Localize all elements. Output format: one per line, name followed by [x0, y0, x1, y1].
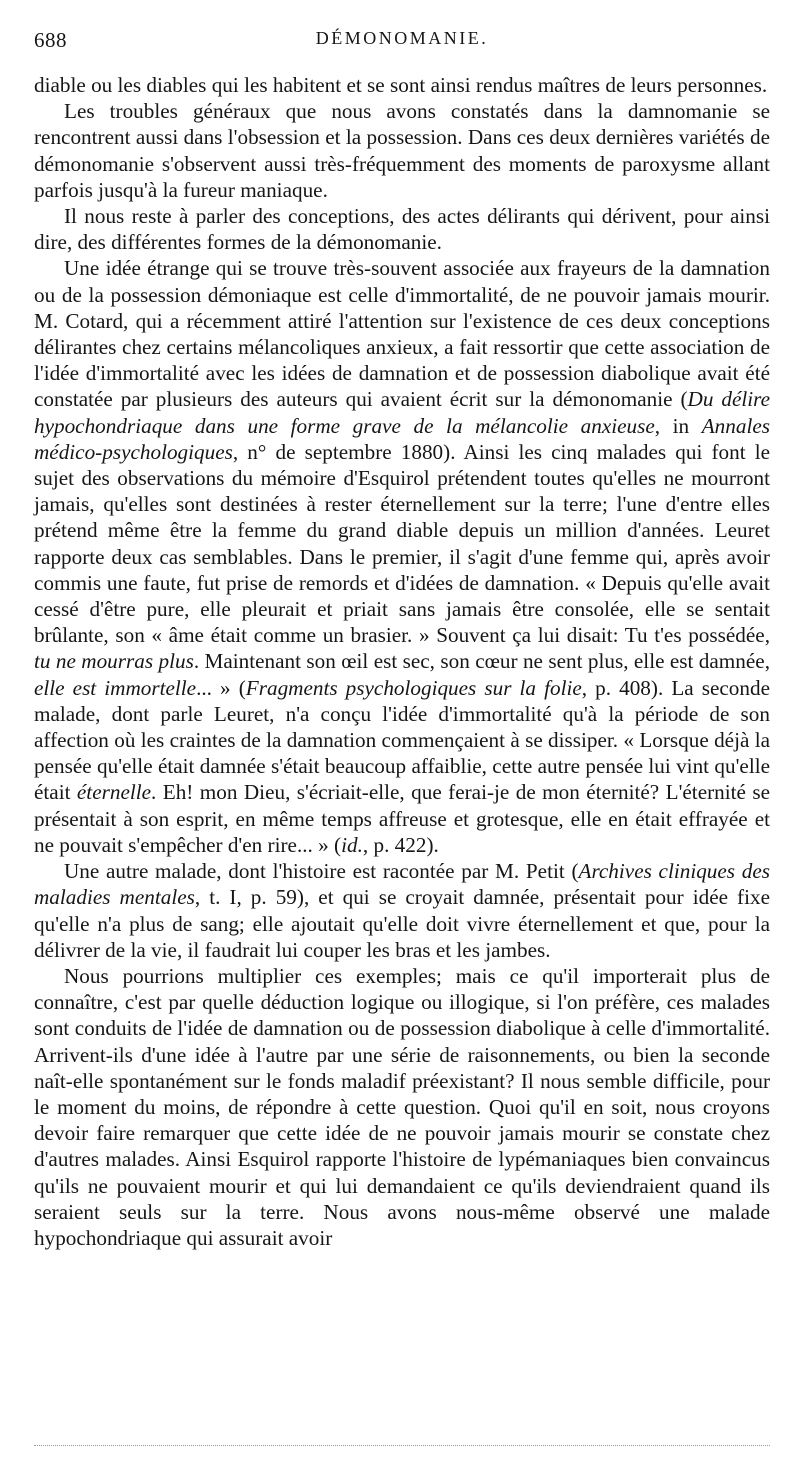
- text-run: Les troubles généraux que nous avons constatés dans la damnomanie se rencontrent aussi dans l'obsession et la possession. Dans ces deux dernières variétés de démonomanie s'observent aussi très-fréquemment des moments de paroxysme allant parfois jusqu'à la fureur maniaque.: [34, 99, 770, 202]
- text-run: . Maintenant son œil est sec, son cœur ne sent plus, elle est damnée,: [193, 649, 770, 674]
- page-number: 688: [34, 28, 67, 52]
- paragraph: [34, 98, 770, 203]
- text-run: diable ou les diables qui les habitent et se sont ainsi rendus maîtres de leurs personnes.: [34, 73, 768, 97]
- text-run: ... » (: [196, 675, 246, 700]
- italic-text: Annales médico-psychologiques: [34, 413, 770, 464]
- paragraph: [34, 963, 770, 1251]
- paragraph: [34, 255, 770, 858]
- footer-rule: [34, 1445, 770, 1446]
- text-run: . Eh! mon Dieu, s'écriait-elle, que ferai-je de mon éternité? L'éternité se présentait à son esprit, en même temps affreuse et grotesque, elle en était effrayée et ne pouvait s'empêcher d'en rire... » (: [34, 780, 770, 857]
- text-run: , p. 422).: [362, 832, 439, 857]
- paragraph: [34, 72, 770, 98]
- text-run: Nous pourrions multiplier ces exemples; mais ce qu'il importerait plus de connaître, c'est par quelle déduction logique ou illogique, si l'on préfère, ces malades sont conduits de l'idée de damnation ou de possession diabolique à celle d'immortalité. Arrivent-ils d'une idée à l'autre par une série de raisonnements, ou bien la seconde naît-elle spontanément sur le fonds maladif préexistant? Il nous semble difficile, pour le moment du moins, de répondre à cette question. Quoi qu'il en soit, nous croyons devoir faire remarquer que cette idée de ne pouvoir jamais mourir se constate chez d'autres malades. Ainsi Esquirol rapporte l'histoire de lypémaniaques bien convaincus qu'ils ne pouvaient mourir et qui lui demandaient ce qu'ils deviendraient quand ils seraient seuls sur la terre. Nous avons nous-même observé une malade hypochondriaque qui assurait avoir: [34, 963, 770, 1250]
- book-page: [34, 28, 770, 1251]
- italic-text: Archives cliniques des maladies mentales: [34, 859, 770, 910]
- italic-text: Fragments psychologiques sur la folie: [245, 675, 582, 700]
- italic-text: Du délire hypochondriaque dans une forme grave de la mélancolie anxieuse: [34, 387, 771, 438]
- body-text: [34, 72, 770, 1251]
- italic-text: elle est immortelle: [34, 675, 197, 700]
- italic-text: tu ne mourras plus: [34, 649, 194, 674]
- text-run: Il nous reste à parler des conceptions, des actes délirants qui dérivent, pour ainsi dire, des différentes formes de la démonomanie.: [34, 204, 770, 255]
- running-title: DÉMONOMANIE.: [315, 28, 489, 48]
- text-run: , p. 408). La seconde malade, dont parle Leuret, n'a conçu l'idée d'immortalité qu'à la période de son affection où les craintes de la damnation commençaient à se dissiper. « Lorsque déjà la pensée qu'elle était damnée s'était beaucoup affaiblie, cette autre pensée lui vint qu'elle était: [34, 675, 770, 805]
- text-run: , in: [654, 413, 702, 438]
- italic-text: éternelle: [76, 780, 152, 805]
- italic-text: id.: [341, 832, 363, 857]
- text-run: Une idée étrange qui se trouve très-souvent associée aux frayeurs de la damnation ou de la possession démoniaque est celle d'immortalité, de ne pouvoir jamais mourir. M. Cotard, qui a récemment attiré l'attention sur l'existence de ces deux conceptions délirantes chez certains mélancoliques anxieux, a fait ressortir que cette association de l'idée d'immortalité avec les idées de damnation et de possession diabolique avait été constatée par plusieurs des auteurs qui avaient écrit sur la démonomanie (: [34, 256, 770, 412]
- paragraph: [34, 858, 770, 963]
- page-header: [34, 28, 770, 58]
- text-run: , t. I, p. 59), et qui se croyait damnée, présentait pour idée fixe qu'elle n'a plus de sang; elle ajoutait qu'elle doit vivre éternellement et que, pour la délivrer de la vie, il faudrait lui couper les bras et les jambes.: [34, 885, 770, 962]
- text-run: Une autre malade, dont l'histoire est racontée par M. Petit (: [64, 859, 579, 884]
- paragraph: [34, 203, 770, 255]
- text-run: , n° de septembre 1880). Ainsi les cinq malades qui font le sujet des observations du mémoire d'Esquirol prétendent toutes qu'elles ne mourront jamais, qu'elles sont destinées à rester éternellement sur la terre; l'une d'entre elles prétend même être la femme du grand diable depuis un million d'années. Leuret rapporte deux cas semblables. Dans le premier, il s'agit d'une femme qui, après avoir commis une faute, fut prise de remords et d'idées de damnation. « Depuis qu'elle avait cessé d'être pure, elle pleurait et priait sans jamais être consolée, elle se sentait brûlante, son « âme était comme un brasier. » Souvent ça lui disait: Tu t'es possédée,: [34, 439, 770, 648]
